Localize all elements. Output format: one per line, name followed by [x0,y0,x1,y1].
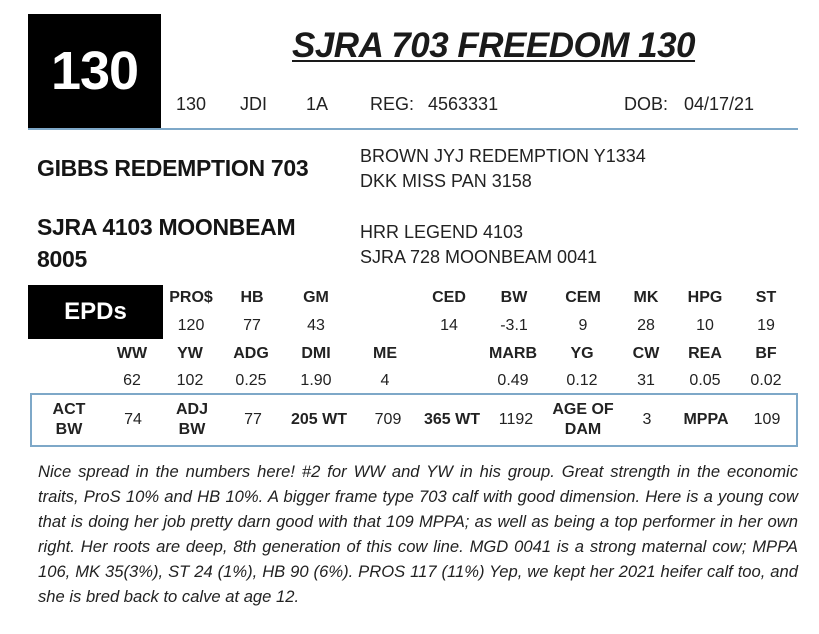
epd-value: 43 [307,317,325,334]
epd-header: CW [632,345,660,362]
sire-dam: DKK MISS PAN 3158 [360,171,532,191]
epd-header: CED [432,289,466,306]
age-of-dam-value: 3 [642,411,652,428]
reg-label: REG: [370,94,415,114]
epd-header: BF [755,345,777,362]
mppa-label: MPPA [683,411,729,428]
wt205-label: 205 WT [290,411,348,428]
epd-value: 0.25 [235,372,267,389]
adj-bw-value: 77 [244,411,262,428]
epd-value: 0.49 [497,372,529,389]
tattoo-suffix: 1A [306,94,329,114]
epd-header: GM [303,289,329,306]
sire-sire: BROWN JYJ REDEMPTION Y1334 [360,146,646,166]
epd-header: ME [373,345,397,362]
epd-header: ST [755,289,777,306]
epd-value: 10 [696,317,714,334]
dob-label: DOB: [624,94,669,114]
epd-header: HB [240,289,264,306]
wt365-value: 1192 [498,411,534,428]
adj-bw-label: ADJ BW [175,401,209,438]
epd-value: 19 [757,317,775,334]
lot-number-box [28,14,161,128]
epd-header: MK [633,289,659,306]
epd-header: MARB [489,345,537,362]
lot-number: 130 [50,41,139,101]
epd-header: PRO$ [169,289,213,306]
epd-header: DMI [301,345,331,362]
lot-comment: Nice spread in the numbers here! #2 for WW and YW in his group. Great strength in the economic traits, ProS 10% and HB 10%. A bigger frame type 703 calf with good dimension. Here is a young cow that is doing her job pretty darn good with that 109 MPPA; as well as being a top performer in her own right. Her roots are deep, 8th generation of this cow line. MGD 0041 is a strong maternal cow; MPPA 106, MK 35(3%), ST 24 (1%), HB 90 (6%). PROS 117 (11%) Yep, we kept her 2021 heifer calf too, and she is bred back to calve at age 12. [38,462,798,606]
epds-label: EPDs [64,298,127,325]
epd-value: 0.05 [689,372,721,389]
epd-value: 14 [440,317,458,334]
mppa-value: 109 [753,411,781,428]
epd-value: 28 [637,317,655,334]
epd-value: 1.90 [300,372,332,389]
epd-value: 4 [380,372,390,389]
epd-header: HPG [687,289,723,306]
epd-value: 31 [637,372,655,389]
epd-value: -3.1 [500,317,528,334]
epds-label-box [28,285,163,339]
epd-header: YG [570,345,594,362]
epd-header: ADG [233,345,269,362]
registration-number: 4563331 [428,94,499,114]
epd-value: 120 [177,317,205,334]
epd-value: 62 [123,372,141,389]
dam-dam: SJRA 728 MOONBEAM 0041 [360,247,598,267]
epd-value: 0.02 [750,372,782,389]
animal-name-title: SJRA 703 FREEDOM 130 [292,26,696,65]
epd-value: 9 [578,317,588,334]
epd-value: 77 [243,317,261,334]
dam-sire: HRR LEGEND 4103 [360,222,524,242]
epd-header: CEM [565,289,601,306]
dam-name-line2: 8005 [37,246,87,272]
act-bw-label: ACT BW [52,401,86,438]
date-of-birth: 04/17/21 [684,94,755,114]
epd-header: YW [177,345,203,362]
age-of-dam-label: AGE OF DAM [552,401,614,438]
epd-header: BW [500,289,528,306]
wt365-label: 365 WT [423,411,481,428]
epd-value: 102 [176,372,204,389]
dam-name-line1: SJRA 4103 MOONBEAM [37,214,296,240]
sire-name: GIBBS REDEMPTION 703 [37,155,309,181]
epd-header: REA [688,345,722,362]
epd-value: 0.12 [566,372,598,389]
tattoo-prefix: JDI [240,94,267,114]
act-bw-value: 74 [124,411,142,428]
wt205-value: 709 [374,411,402,428]
performance-box [30,393,798,447]
epd-header: WW [116,345,148,362]
header-divider [28,128,798,130]
tattoo-number: 130 [176,94,207,114]
